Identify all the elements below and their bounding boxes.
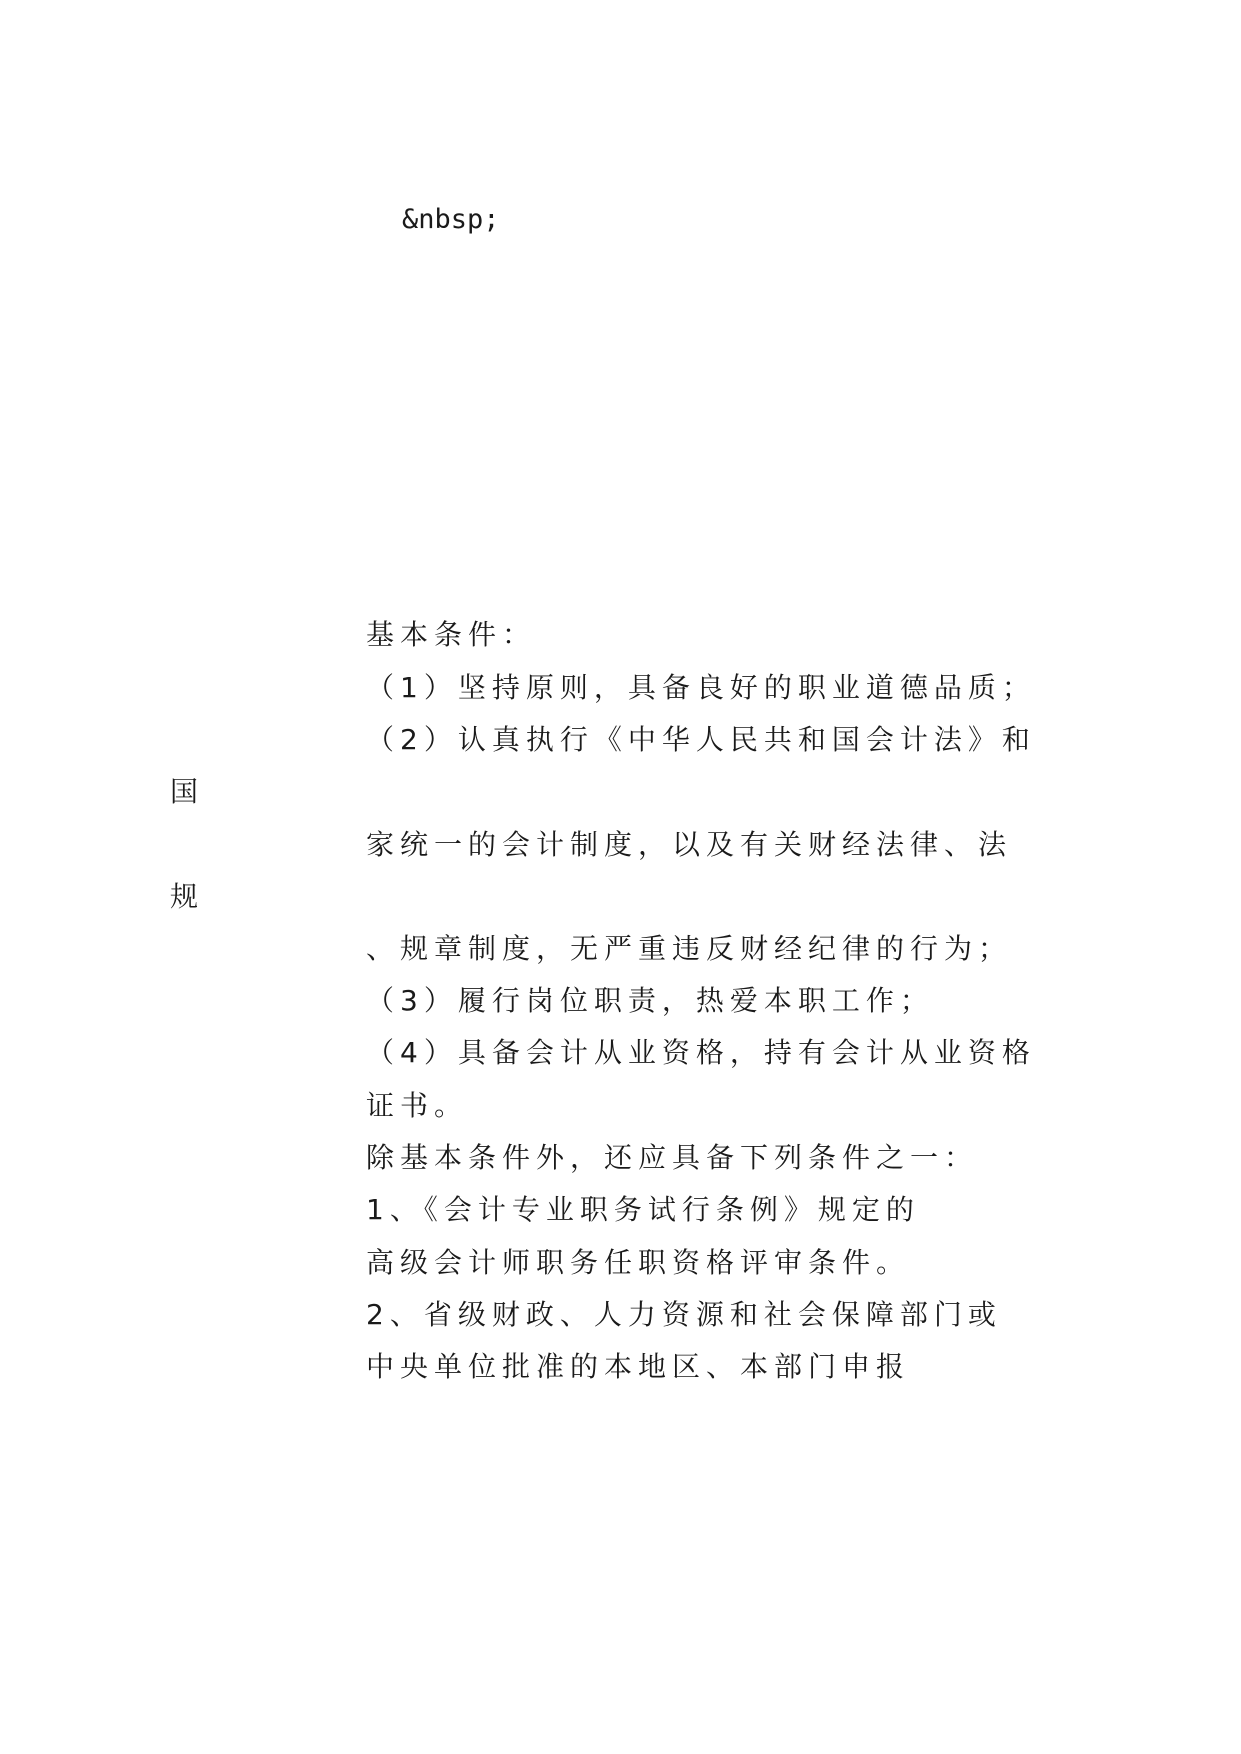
text-line: 中央单位批准的本地区、本部门申报 bbox=[366, 1350, 911, 1383]
text-line: （2）认真执行《中华人民共和国会计法》和 bbox=[366, 723, 1036, 756]
text-line: 国 bbox=[170, 775, 205, 808]
text-line: （4）具备会计从业资格，持有会计从业资格 bbox=[366, 1036, 1036, 1069]
stray-entity-text: &nbsp; bbox=[402, 204, 500, 235]
text-line: 、规章制度，无严重违反财经纪律的行为； bbox=[366, 932, 1013, 965]
text-line: 高级会计师职务任职资格评审条件。 bbox=[366, 1246, 911, 1279]
text-line: 基本条件： bbox=[366, 618, 537, 651]
text-line: 证书。 bbox=[366, 1089, 469, 1122]
text-line: 1、《会计专业职务试行条例》规定的 bbox=[366, 1193, 920, 1226]
text-line: （1）坚持原则，具备良好的职业道德品质； bbox=[366, 671, 1036, 704]
text-line: （3）履行岗位职责，热爱本职工作； bbox=[366, 984, 934, 1017]
text-line: 规 bbox=[170, 880, 205, 913]
text-line: 除基本条件外，还应具备下列条件之一： bbox=[366, 1141, 979, 1174]
text-line: 2、省级财政、人力资源和社会保障部门或 bbox=[366, 1298, 1002, 1331]
text-line: 家统一的会计制度，以及有关财经法律、法 bbox=[366, 828, 1013, 861]
